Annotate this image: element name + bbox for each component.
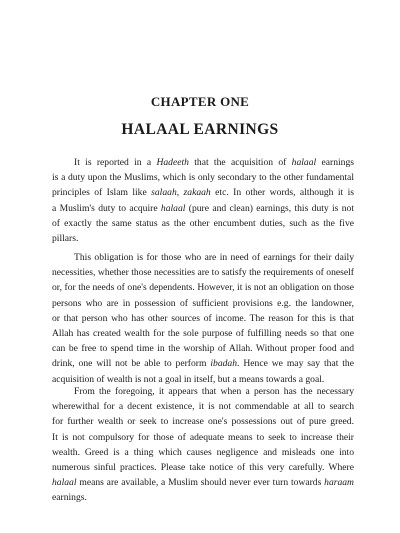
text-line (52, 445, 354, 460)
text-segment: It is not compulsory for those of adequate means to seek to increase their (52, 431, 354, 443)
text-segment: that the acquisition of (188, 157, 292, 168)
text-line (52, 296, 354, 311)
chapter-title: HALAAL EARNINGS (121, 121, 279, 138)
text-line (52, 231, 354, 246)
text-line (52, 384, 354, 399)
text-segment: means are available, a Muslim should never ever turn towards (76, 477, 325, 489)
text-line (52, 326, 354, 341)
italic-term: Hadeeth (156, 157, 189, 168)
text-segment: numerous sinful practices. Please take notice of this very carefully. Where (52, 462, 354, 474)
text-line (52, 399, 354, 414)
text-segment: It is reported in a (74, 157, 157, 168)
text-segment: or, for the needs of one's dependents. However, it is not an obligation on those (52, 282, 354, 294)
text-segment: necessities, whether those necessities are to satisfy the requirements of oneself (52, 267, 354, 279)
text-segment: wherewithal for a decent existence, it is not commendable at all to search (52, 401, 354, 413)
text-line (52, 185, 354, 200)
text-line (52, 216, 354, 231)
italic-term: ibadah (210, 358, 238, 370)
text-segment: earnings. (52, 492, 87, 504)
text-line (52, 356, 354, 371)
text-segment: acquisition of wealth is not a goal in itself, but a means towards a goal. (52, 373, 325, 385)
text-segment: principles of Islam like (52, 187, 152, 199)
paragraph-1 (52, 155, 354, 246)
text-segment: for further wealth or seek to increase one's possessions out of pure greed. (52, 416, 354, 428)
text-line (52, 201, 354, 216)
text-segment: drink, one will not be able to perform (52, 358, 211, 370)
text-segment: wealth. Greed is a thing which causes negligence and misleads one into (52, 446, 354, 458)
text-line (52, 311, 354, 326)
paragraph-3 (52, 384, 354, 506)
italic-term: halaal (160, 202, 186, 214)
text-line (52, 265, 354, 280)
text-line (52, 341, 354, 356)
text-segment: or that person who has other sources of income. The reason for this is that (52, 312, 354, 324)
text-line (52, 170, 354, 185)
italic-term: haraam (324, 477, 354, 489)
text-segment: (pure and clean) earnings, this duty is not (185, 202, 354, 214)
text-line (52, 414, 354, 429)
text-segment: persons who are in possession of sufficient provisions e.g. the landowner, (52, 297, 354, 309)
text-segment: Allah has created wealth for the sole purpose of fulfilling needs so that one (52, 328, 354, 340)
text-line (52, 475, 354, 490)
text-segment: This obligation is for those who are in need of earnings for their daily (74, 252, 354, 263)
text-line (52, 250, 354, 265)
paragraph-2 (52, 250, 354, 387)
text-segment: etc. In other words, although it is (210, 187, 355, 199)
text-segment: . Hence we may say that the (237, 358, 354, 370)
text-line (52, 155, 354, 170)
text-segment: can be free to spend time in the worship of Allah. Without proper food and (52, 343, 354, 355)
text-segment: earnings (316, 157, 354, 168)
italic-term: salaah, zakaah (151, 187, 211, 199)
text-segment: a Muslim's duty to acquire (52, 202, 161, 214)
text-segment: of exactly the same status as the other encumbent duties, such as the five (52, 217, 354, 229)
text-line (52, 280, 354, 295)
chapter-label: CHAPTER ONE (150, 94, 250, 109)
text-segment: is a duty upon the Muslims, which is only secondary to the other fundamental (52, 172, 354, 184)
italic-term: halaal (291, 157, 317, 168)
text-segment: From the foregoing, it appears that when a person has the necessary (74, 386, 354, 397)
italic-term: halaal (52, 477, 77, 489)
text-line (52, 460, 354, 475)
text-line (52, 490, 354, 505)
text-line (52, 430, 354, 445)
text-segment: pillars. (52, 233, 79, 245)
